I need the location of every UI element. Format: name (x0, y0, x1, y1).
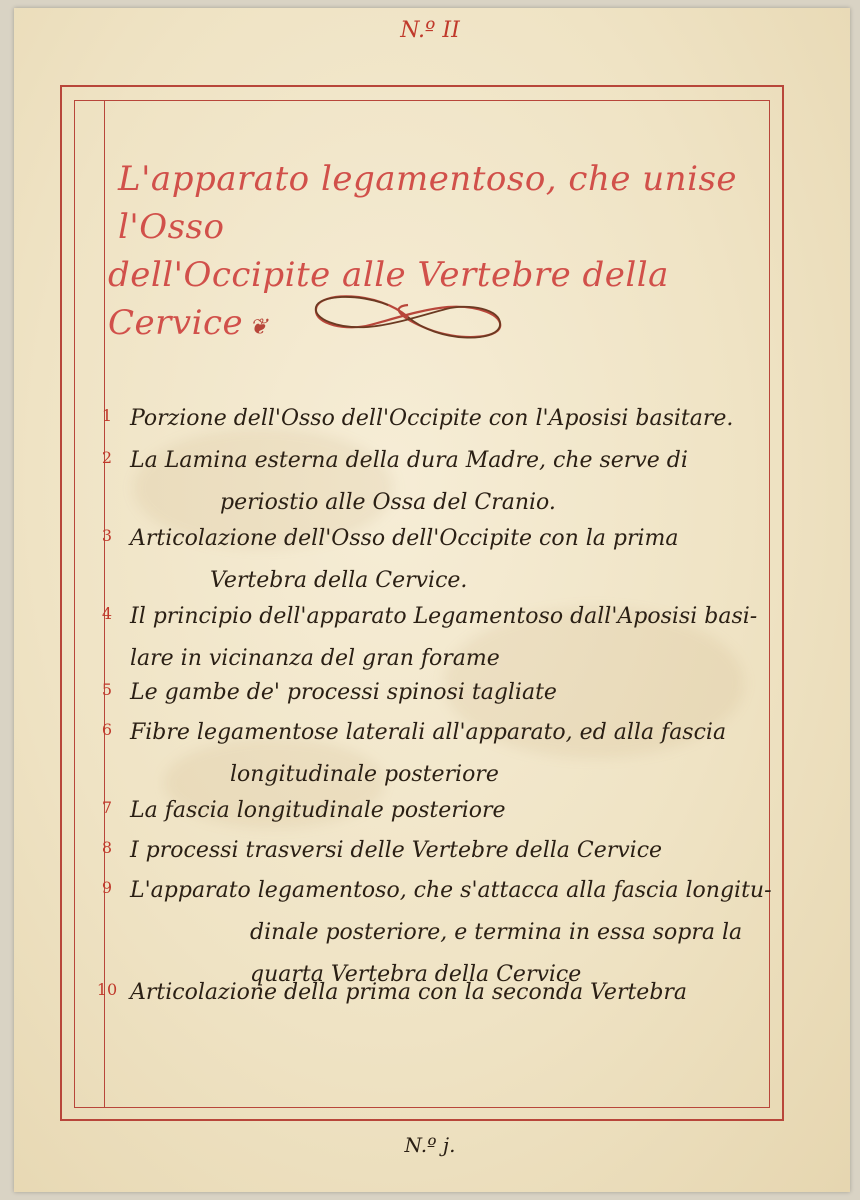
entry-number: 2 (101, 448, 113, 467)
fleuron-ornament-icon: ❦ (249, 315, 269, 340)
entry-number: 1 (101, 406, 113, 425)
entry-line: Fibre legamentose laterali all'apparato, ed alla fascia (130, 720, 727, 745)
entry-text (130, 790, 784, 832)
footer-mark: N.º j. (404, 1133, 456, 1157)
entry-text (130, 596, 784, 680)
entry-line: quarta Vertebra della Cervice (250, 962, 582, 987)
entry-line: La fascia longitudinale posteriore (130, 798, 506, 823)
entry-line: Le gambe de' processi spinosi tagliate (130, 680, 557, 705)
entry-text (130, 830, 784, 872)
entry-text (130, 712, 784, 796)
entry-line: Vertebra della Cervice. (210, 568, 468, 593)
entry-number: 8 (101, 838, 113, 857)
entry-text (130, 518, 784, 602)
entry-line: Il principio dell'apparato Legamentoso dall'Aposisi basi- (130, 604, 758, 629)
entry-line: La Lamina esterna della dura Madre, che serve di (130, 448, 688, 473)
entry-line: longitudinale posteriore (230, 762, 499, 787)
entry-line: L'apparato legamentoso, che s'attacca alla fascia longitu- (130, 878, 772, 903)
entry-text (130, 672, 784, 714)
entry-number: 9 (101, 878, 113, 897)
calligraphic-flourish-icon (278, 285, 538, 349)
entry-line: Porzione dell'Osso dell'Occipite con l'Aposisi basitare. (130, 406, 734, 431)
entry-line: Articolazione dell'Osso dell'Occipite con la prima (130, 526, 679, 551)
entry-line: dinale posteriore, e termina in essa sopra la (250, 920, 743, 945)
entry-text (130, 440, 784, 524)
title-line-1: L'apparato legamentoso, che unise l'Osso (118, 159, 738, 247)
plate-number: N.º II (400, 18, 460, 43)
entry-line: lare in vicinanza del gran forame (130, 646, 500, 671)
title-line-2-text: dell'Occipite alle Vertebre della Cervice (108, 255, 669, 343)
entry-number: 10 (96, 980, 118, 999)
entry-number: 6 (101, 720, 113, 739)
entry-line: I processi trasversi delle Vertebre della Cervice (130, 838, 663, 863)
entry-line: Articolazione della prima con la seconda Vertebra (130, 980, 688, 1005)
entry-text (130, 398, 784, 440)
entry-line: periostio alle Ossa del Cranio. (220, 490, 556, 515)
entry-number: 5 (101, 680, 113, 699)
entry-text (130, 972, 784, 1014)
entry-number: 3 (101, 526, 113, 545)
entry-number: 7 (101, 798, 113, 817)
entry-number: 4 (101, 604, 113, 623)
